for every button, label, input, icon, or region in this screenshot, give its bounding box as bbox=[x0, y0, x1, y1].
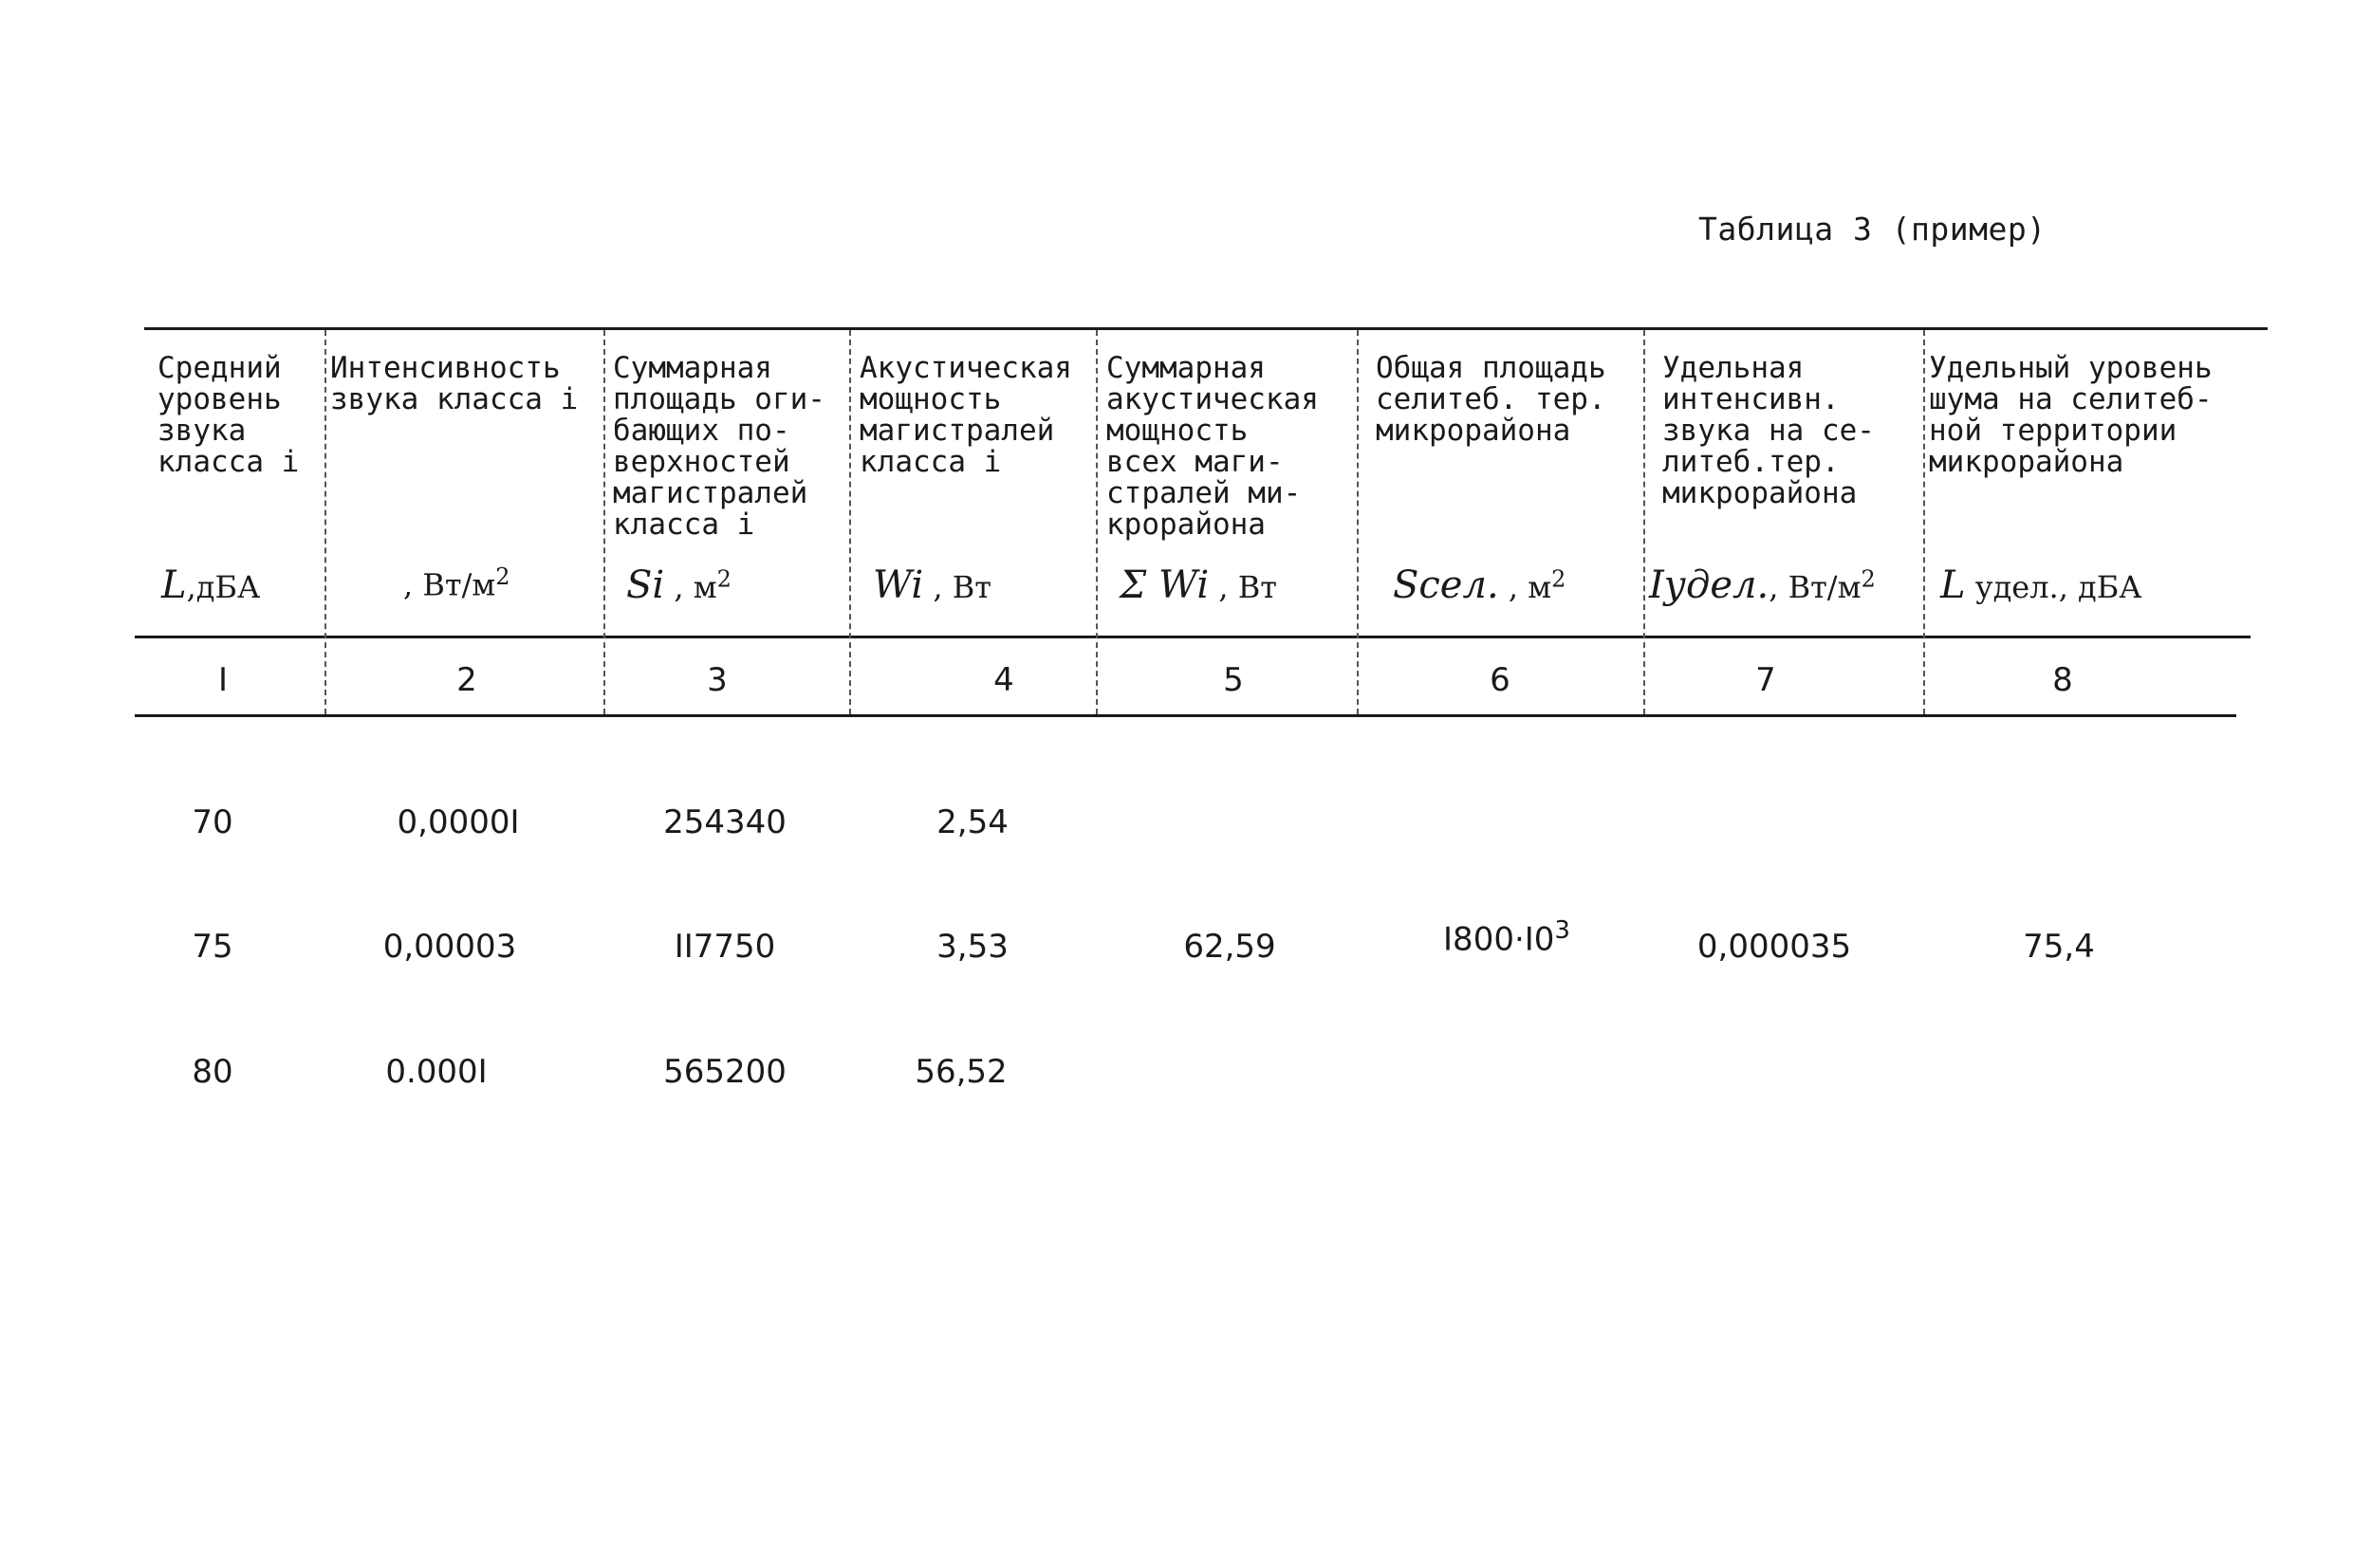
cell-area: II7750 bbox=[674, 928, 776, 966]
table-top-rule bbox=[144, 327, 2268, 330]
cell-power: 2,54 bbox=[936, 803, 1009, 841]
column-number: 6 bbox=[1490, 661, 1510, 699]
unit-col-7 bbox=[1649, 563, 1876, 607]
cell-sound-level: 80 bbox=[192, 1053, 233, 1091]
unit-symbol: Wi bbox=[873, 563, 924, 607]
column-number: 3 bbox=[707, 661, 728, 699]
header-col-3: Суммарная площадь оги- бающих по- верхностей магистралей класса i bbox=[613, 351, 825, 542]
unit-text: , Вт bbox=[1209, 569, 1277, 605]
header-bottom-rule bbox=[135, 636, 2251, 638]
unit-text: , Вт/м bbox=[1769, 569, 1862, 605]
cell-power: 56,52 bbox=[915, 1053, 1008, 1091]
cell-specific-level: 75,4 bbox=[2023, 928, 2095, 966]
cell-intensity: 0.000I bbox=[385, 1053, 488, 1091]
unit-col-2 bbox=[403, 563, 510, 603]
header-col-2: Интенсивность звука класса i bbox=[330, 351, 579, 416]
cell-intensity: 0,0000I bbox=[397, 803, 520, 841]
unit-symbol: L bbox=[161, 563, 187, 607]
column-divider bbox=[1923, 330, 1925, 714]
header-col-8: Удельный уровень шума на селитеб- ной территории микрорайона bbox=[1929, 351, 2213, 479]
column-number: 7 bbox=[1755, 661, 1776, 699]
cell-total-area bbox=[1443, 916, 1570, 958]
unit-text: , Вт bbox=[923, 569, 991, 605]
unit-exponent: 2 bbox=[1551, 565, 1566, 593]
cell-area: 254340 bbox=[663, 803, 787, 841]
column-number: 8 bbox=[2052, 661, 2073, 699]
unit-col-5 bbox=[1120, 563, 1277, 607]
unit-text: , м bbox=[1498, 569, 1552, 605]
cell-sound-level: 70 bbox=[192, 803, 233, 841]
header-col-4: Акустическая мощность магистралей класса i bbox=[860, 351, 1072, 479]
cell-intensity: 0,00003 bbox=[382, 928, 517, 966]
cell-power: 3,53 bbox=[936, 928, 1009, 966]
unit-text: удел., дБА bbox=[1965, 569, 2142, 605]
unit-text: , м bbox=[664, 569, 717, 605]
column-number: 4 bbox=[993, 661, 1014, 699]
cell-specific-intensity: 0,000035 bbox=[1696, 928, 1852, 966]
column-number: 5 bbox=[1223, 661, 1244, 699]
header-col-6: Общая площадь селитеб. тер. микрорайона bbox=[1376, 351, 1606, 448]
unit-exponent: 2 bbox=[1861, 565, 1876, 593]
unit-col-4 bbox=[873, 563, 991, 607]
unit-symbol: Σ Wi bbox=[1120, 563, 1210, 607]
column-number: 2 bbox=[456, 661, 477, 699]
unit-symbol: L bbox=[1940, 563, 1966, 607]
unit-text: , Вт/м bbox=[403, 566, 496, 603]
cell-total-power: 62,59 bbox=[1183, 928, 1276, 966]
unit-col-1 bbox=[161, 563, 260, 607]
unit-symbol: Iудел. bbox=[1649, 563, 1769, 607]
header-col-7: Удельная интенсивн. звука на се- литеб.тер. микрорайона bbox=[1662, 351, 1875, 510]
column-divider bbox=[1643, 330, 1645, 714]
unit-col-3 bbox=[626, 563, 732, 607]
unit-exponent: 2 bbox=[495, 563, 510, 590]
unit-exponent: 2 bbox=[716, 565, 732, 593]
unit-text: ,дБА bbox=[186, 569, 261, 605]
table-caption: Таблица 3 (пример) bbox=[1698, 211, 2047, 248]
numbers-bottom-rule bbox=[135, 714, 2236, 717]
unit-col-6 bbox=[1393, 563, 1566, 607]
total-area-exponent: 3 bbox=[1554, 916, 1570, 945]
total-area-base: I800·I0 bbox=[1443, 920, 1555, 959]
header-col-5: Суммарная акустическая мощность всех маги- стралей ми- крорайона bbox=[1106, 351, 1319, 542]
cell-sound-level: 75 bbox=[192, 928, 233, 966]
column-divider bbox=[1096, 330, 1098, 714]
unit-col-8 bbox=[1940, 563, 2142, 607]
column-divider bbox=[849, 330, 851, 714]
cell-area: 565200 bbox=[663, 1053, 787, 1091]
header-col-1: Средний уровень звука класса i bbox=[157, 351, 300, 479]
column-divider bbox=[603, 330, 605, 714]
unit-symbol: Sсел. bbox=[1393, 563, 1499, 607]
column-number: I bbox=[217, 661, 229, 699]
unit-symbol: Si bbox=[626, 563, 665, 607]
column-divider bbox=[324, 330, 326, 714]
column-divider bbox=[1357, 330, 1359, 714]
